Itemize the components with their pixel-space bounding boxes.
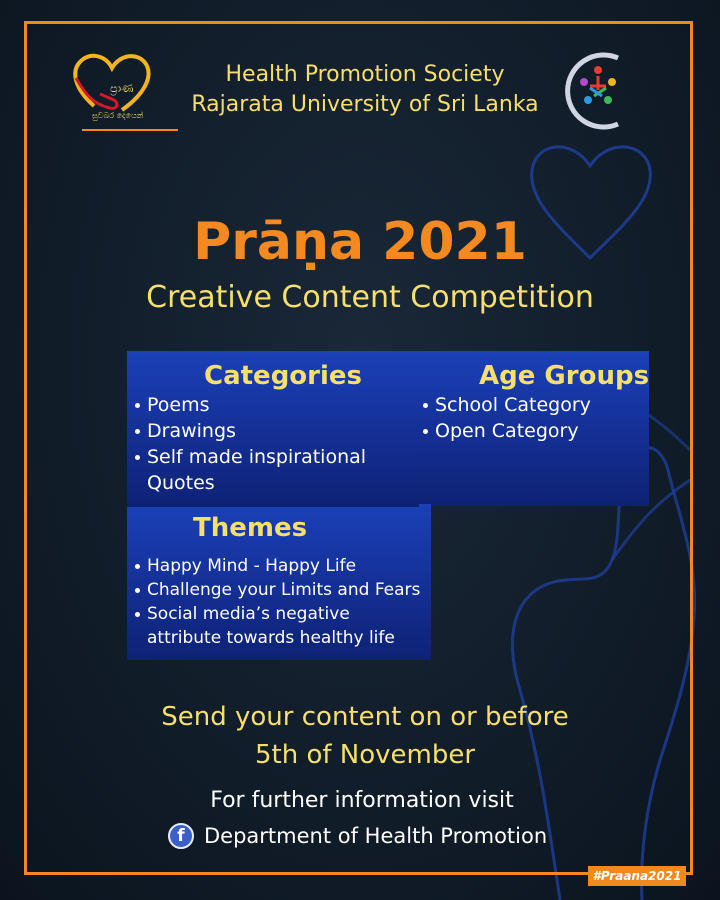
list-item: Happy Mind - Happy Life (133, 554, 425, 578)
list-item: Open Category (421, 418, 641, 444)
facebook-page-name: Department of Health Promotion (204, 824, 548, 848)
main-title: Prāṇa 2021 (193, 212, 527, 272)
heart-hand-logo-icon (66, 48, 186, 140)
deadline-line-2: 5th of November (254, 740, 476, 770)
organization-name (180, 60, 550, 120)
list-item: Challenge your Limits and Fears (133, 578, 425, 602)
deadline-line-1: Send your content on or before (161, 702, 569, 732)
facebook-page-link[interactable] (168, 820, 547, 852)
svg-text:සුවබර දෙයෙන්: සුවබර දෙයෙන් (92, 111, 144, 120)
age-groups-list (421, 392, 641, 444)
list-item: School Category (421, 392, 641, 418)
categories-heading: Categories (204, 361, 363, 391)
facebook-icon: f (168, 823, 194, 849)
themes-heading: Themes (193, 513, 308, 543)
org-line-2: Rajarata University of Sri Lanka (191, 92, 539, 117)
themes-list (133, 554, 425, 650)
deadline-text (0, 698, 720, 774)
categories-list (133, 392, 403, 496)
subtitle: Creative Content Competition (146, 280, 594, 315)
people-circle-logo-icon (560, 50, 642, 132)
hashtag-badge: #Praana2021 (588, 866, 686, 886)
org-line-1: Health Promotion Society (225, 62, 505, 87)
list-item: Drawings (133, 418, 403, 444)
further-info-text: For further information visit (210, 788, 514, 813)
list-item: Self made inspirational Quotes (133, 444, 403, 496)
list-item: Social media’s negative attribute towards healthy life (133, 602, 425, 650)
svg-text:ප්‍රාණ: ප්‍රාණ (110, 82, 134, 95)
list-item: Poems (133, 392, 403, 418)
age-groups-heading: Age Groups (479, 361, 650, 391)
